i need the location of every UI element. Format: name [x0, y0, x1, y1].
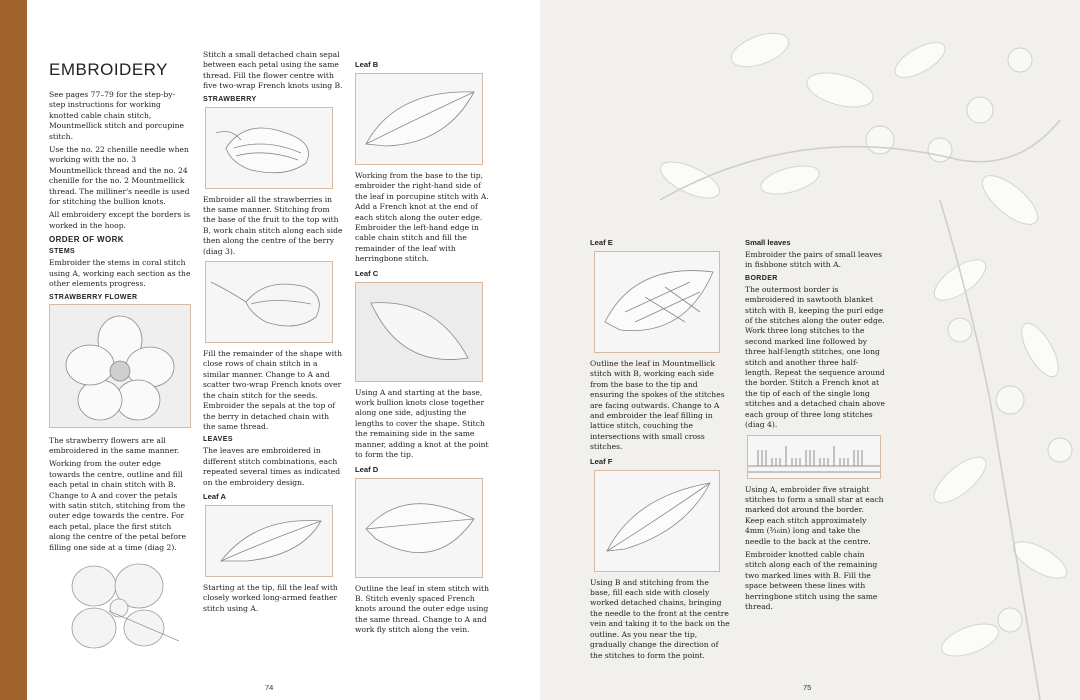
leaf-e-text: Outline the leaf in Mountmellick stitch with B, working each side from the base to the tip and ensuring the spokes of the stitches are facing outwards. Change to A and embroider the leaf filling in lattice stitch, couching the intersections with small cross stitches. [590, 359, 725, 452]
leaf-a-text: Starting at the tip, fill the leaf with closely worked long-armed feather stitch using A. [203, 582, 338, 613]
intro-paragraph-2: Use the no. 22 chenille needle when working with the no. 3 Mountmellick thread and the no. 24 chenille for the no. 2 Mountmellick thread. The milliner's needle is used for stitching the bullion knots. [49, 145, 190, 207]
sepal-text: Stitch a small detached chain sepal between each petal using the same thread. Fill the flower centre with five two-wrap French knots using B. [203, 50, 343, 91]
leaf-a-diagram [205, 505, 333, 577]
strawberry-text: Embroider all the strawberries in the same manner. Stitching from the base of the fruit to the top with B, work chain stitch along each side then along the centre of the berry (diag 3). [203, 194, 343, 256]
flower-text-1: The strawberry flowers are all embroidered in the same manner. [49, 435, 180, 455]
stems-text: Embroider the stems in coral stitch using A, working each section as the other elements progress. [49, 258, 191, 289]
right-column-2 [745, 238, 885, 615]
leaf-c-diagram [355, 282, 483, 382]
strawberry-flower-heading: STRAWBERRY FLOWER [49, 293, 138, 301]
order-of-work-heading: ORDER OF WORK [49, 235, 124, 245]
intro-paragraph-1: See pages 77–79 for the step-by-step instructions for working knotted cable chain stitch, Mountmellick stitch and porcupine stitch. [49, 90, 184, 141]
star-text: Using A, embroider five straight stitches to form a small star at each marked dot around the border. Keep each stitch approximately 4mm (³⁄₁₆in) long and take the needle to the back at the centre. [745, 484, 884, 546]
left-column-1 [49, 60, 191, 656]
leaf-b-heading: Leaf B [355, 60, 379, 69]
leaf-f-heading: Leaf F [590, 456, 613, 466]
small-leaves-heading: Small leaves [745, 238, 791, 247]
strawberry-flower-diagram [49, 304, 191, 428]
leaf-f-text: Using B and stitching from the base, fill each side with closely worked detached chains, bringing the needle to the front at the centre vein and taking it to the back on the outline. As you near the tip, gradually change the direction of the stitches to form the point. [590, 577, 730, 660]
stems-heading: STEMS [49, 248, 76, 256]
strawberry-heading: STRAWBERRY [203, 95, 257, 103]
leaf-d-heading: Leaf D [355, 464, 379, 474]
leaf-e-heading: Leaf E [590, 238, 613, 247]
book-spine [0, 0, 27, 700]
page-number-right: 75 [803, 683, 812, 692]
left-column-2 [203, 50, 343, 617]
leaf-c-heading: Leaf C [355, 268, 379, 278]
strawberry-outline-diagram [205, 261, 333, 343]
leaf-a-heading: Leaf A [203, 491, 226, 501]
leaf-d-diagram [355, 478, 483, 578]
border-text: The outermost border is embroidered in sawtooth blanket stitch with B, keeping the purl edge of the stitches along the outer edge. Work three long stitches to the second marked line followed by three half-length stitches, one long stitch and another three half-length. Repeat the sequence around the border. Stitch a French knot at the tip of each of the single long stitches and a detached chain above each group of three long stitches (diag 4). [745, 284, 886, 430]
flower-text-2: Working from the outer edge towards the centre, outline and fill each petal in chain stitch with B. Change to A and cover the petals with satin stitch, stitching from the outer edge towards the centre. For each petal, place the first stitch along the centre of the petal before filling one side at a time (diag 2). [49, 459, 187, 552]
small-leaves-text: Embroider the pairs of small leaves in fishbone stitch with A. [745, 250, 883, 270]
leaf-f-diagram [594, 470, 720, 572]
left-page [27, 0, 540, 700]
left-column-3 [355, 60, 493, 639]
leaf-c-text: Using A and starting at the base, work bullion knots close together along one side, adjusting the lengths to cover the shape. Stitch the remaining side in the same manner, adding a knot at the point to form the tip. [355, 387, 489, 460]
leaf-d-text: Outline the leaf in stem stitch with B. Stitch evenly spaced French knots around the outer edge using the same thread. Change to A and work fly stitch along the vein. [355, 583, 489, 635]
intro-paragraph-3: All embroidery except the borders is worked in the hoop. [49, 210, 191, 230]
fill-text: Fill the remainder of the shape with close rows of chain stitch in a similar manner. Change to A and scatter two-wrap French knots over the chain stitch for the seeds. Embroider the sepals at the top of the berry in detached chain with the same thread. [203, 349, 342, 431]
page-title: EMBROIDERY [49, 60, 168, 79]
leaf-b-text: Working from the base to the tip, embroider the right-hand side of the leaf in porcupine stitch with A. Add a French knot at the end of each stitch along the outer edge. Embroider the left-hand edge in cable chain stitch and fill the remainder of the leaf with herringbone stitch. [355, 171, 489, 264]
strawberry-diagram [205, 107, 333, 189]
flower-petal-diagram [49, 556, 189, 656]
leaves-text: The leaves are embroidered in different stitch combinations, each repeated several times as indicated on the embroidery design. [203, 446, 341, 487]
leaves-heading: LEAVES [203, 436, 233, 444]
leaf-e-diagram [594, 251, 720, 353]
border-heading: BORDER [745, 274, 778, 282]
right-column-1 [590, 238, 730, 664]
right-page [540, 0, 1080, 700]
border-diagram [747, 435, 881, 479]
cable-text: Embroider knotted cable chain stitch along each of the remaining two marked lines with B. Fill the space between these lines with herringbone stitch using the same thread. [745, 549, 878, 611]
page-number-left: 74 [265, 683, 274, 692]
leaf-b-diagram [355, 73, 483, 165]
